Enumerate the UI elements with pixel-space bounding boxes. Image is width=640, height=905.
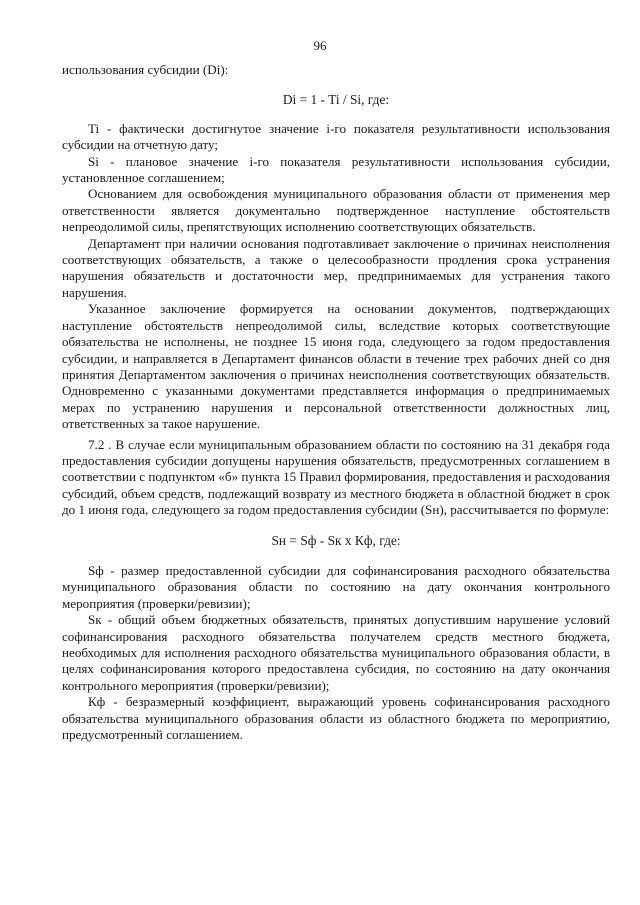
paragraph-sf: Sф - размер предоставленной субсидии для софинансирования расходного обязательства муниципального образования области по состоянию на дату окончания контрольного мероприятия (проверки/ревизии); <box>62 562 610 611</box>
paragraph-kf: Кф - безразмерный коэффициент, выражающий уровень софинансирования расходного обязательства муниципального образования области из областного бюджета по мероприятию, предусмотренный соглашением. <box>62 694 610 743</box>
paragraph-sk: Sк - общий объем бюджетных обязательств, принятых допустившим нарушение условий софинансирования расходного обязательства получателем средств местного бюджета, необходимых для исполнения расходного обязательства муниципального образования области, в целях софинансирования которого предоставлена субсидия, по состоянию на дату окончания контрольного мероприятия (проверки/ревизии); <box>62 612 610 693</box>
paragraph-conclusion: Указанное заключение формируется на основании документов, подтверждающих наступление обстоятельств непреодолимой силы, вследствие которых соответствующие обязательства не исполнены, не позднее 15 июня года, следующего за годом предоставления субсидии, и направляется в Департамент финансов области в течение трех рабочих дней со дня принятия Департаментом заключения о причинах неисполнения соответствующих обязательств. Одновременно с указанными документами представляется информация о предпринимаемых мерах по устранению нарушения и персональной ответственности должностных лиц, ответственных за такое нарушение. <box>62 301 610 432</box>
formula-di: Di = 1 - Ti / Si, где: <box>282 92 390 108</box>
intro-line: использования субсидии (Di): <box>62 62 229 77</box>
page-number: 96 <box>313 38 327 53</box>
paragraph-department: Департамент при наличии основания подготавливает заключение о причинах неисполнения соответствующих обязательств, а также о целесообразности продления срока устранения нарушения обязательств и достаточности мер, предпринимаемых для устранения такого нарушения. <box>62 235 610 300</box>
paragraph-ti: Ti - фактически достигнутое значение i-го показателя результативности использования субсидии на отчетную дату; <box>62 120 610 153</box>
paragraph-7-2: 7.2 . В случае если муниципальным образованием области по состоянию на 31 декабря года предоставления субсидии допущены нарушения обязательств, предусмотренных соглашением в соответствии с подпунктом «б» пункта 15 Правил формирования, предоставления и расходования субсидий, объем средств, подлежащий возврату из местного бюджета в областной бюджет в срок до 1 июня года, следующего за годом предоставления субсидии (Sн), рассчитывается по формуле: <box>62 436 610 518</box>
formula-sn: Sн = Sф - Sк х Кф, где: <box>271 532 401 548</box>
document-body <box>62 62 610 743</box>
paragraph-si: Si - плановое значение i-го показателя результативности использования субсидии, установленное соглашением; <box>62 153 610 186</box>
paragraph-basis: Основанием для освобождения муниципального образования области от применения мер ответственности является документально подтвержденное наступление обстоятельств непреодолимой силы, препятствующих исполнению соответствующих обязательств. <box>62 186 610 235</box>
